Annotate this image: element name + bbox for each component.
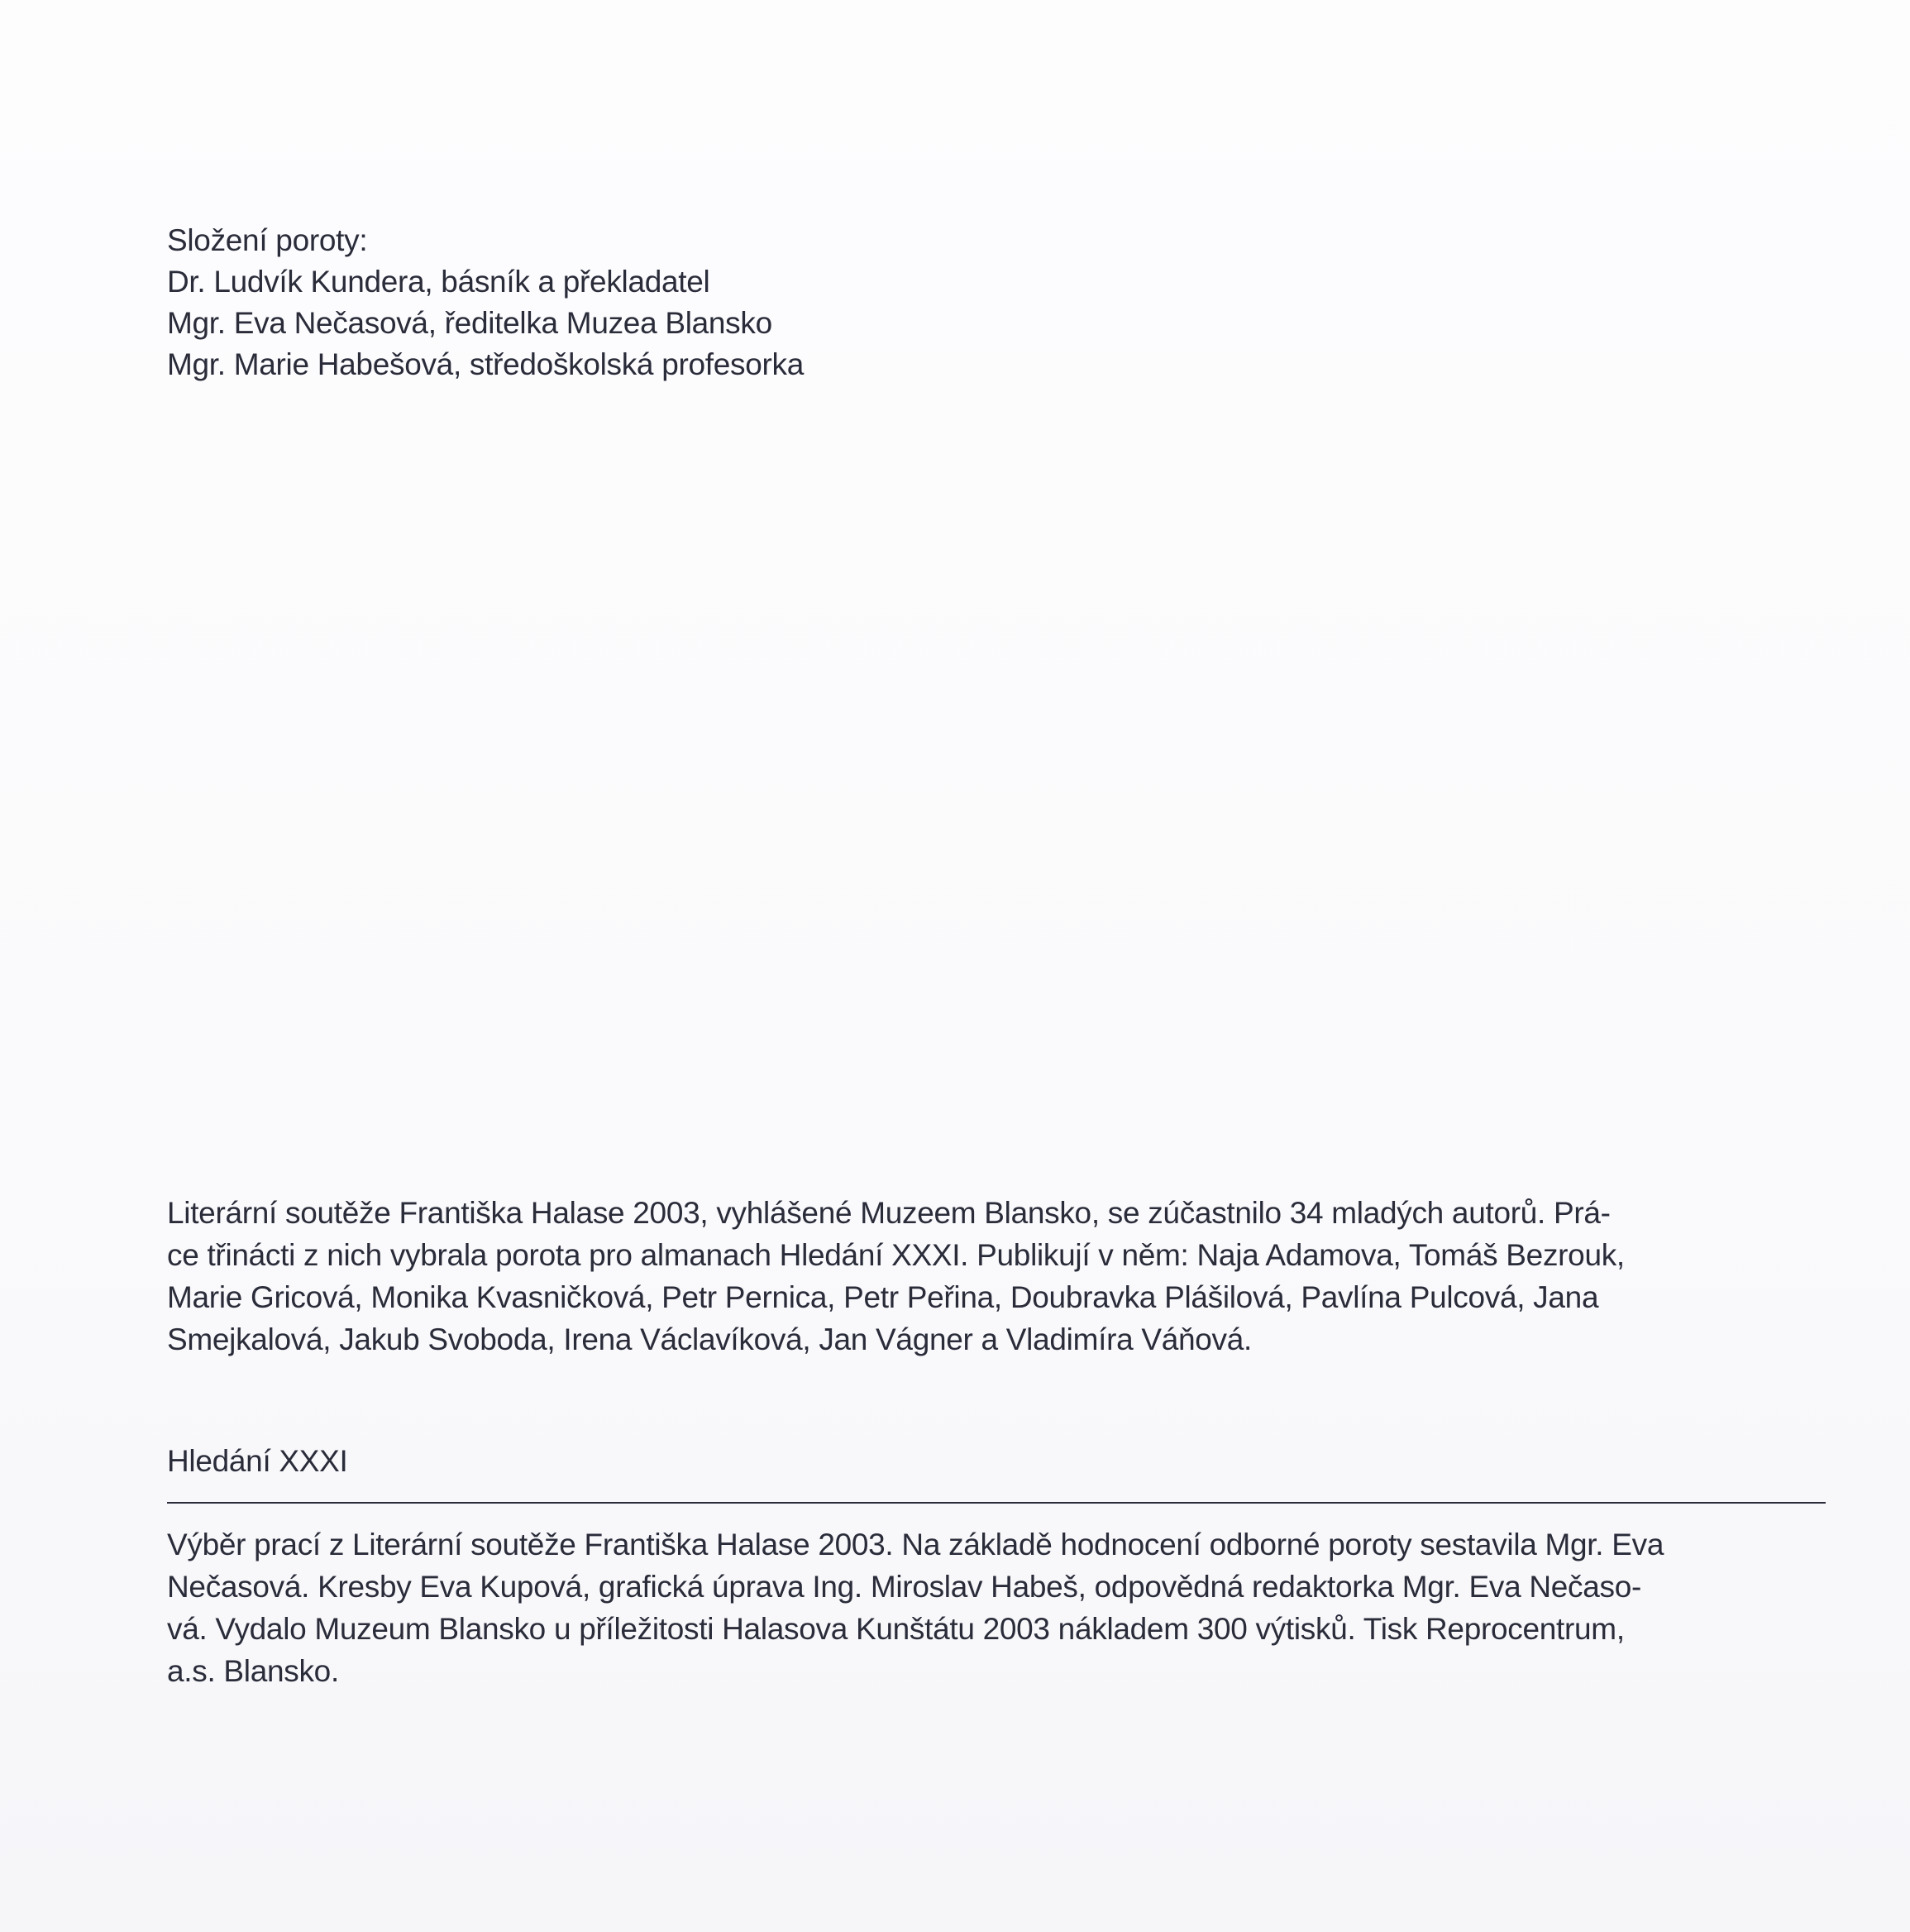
imprint-line: Nečasová. Kresby Eva Kupová, grafická úprava Ing. Miroslav Habeš, odpovědná redaktorka Mgr. Eva Nečaso- bbox=[167, 1570, 1642, 1604]
divider-rule bbox=[167, 1502, 1826, 1504]
imprint-line: Výběr prací z Literární soutěže Františka Halase 2003. Na základě hodnocení odborné poroty sestavila Mgr. Eva bbox=[167, 1528, 1664, 1561]
jury-heading: Složení poroty: bbox=[167, 223, 368, 257]
imprint-line: vá. Vydalo Muzeum Blansko u příležitosti Halasova Kunštátu 2003 nákladem 300 výtisků. Tisk Reprocentrum, bbox=[167, 1612, 1625, 1646]
jury-member: Dr. Ludvík Kundera, básník a překladatel bbox=[167, 265, 710, 299]
intro-paragraph bbox=[167, 1192, 1826, 1361]
jury-member: Mgr. Eva Nečasová, ředitelka Muzea Blansko bbox=[167, 306, 772, 340]
intro-line: ce třinácti z nich vybrala porota pro almanach Hledání XXXI. Publikují v něm: Naja Adamova, Tomáš Bezrouk, bbox=[167, 1238, 1625, 1272]
jury-block bbox=[167, 220, 1325, 385]
intro-line: Literární soutěže Františka Halase 2003, vyhlášené Muzeem Blansko, se zúčastnilo 34 mladých autorů. Prá- bbox=[167, 1196, 1611, 1230]
imprint-paragraph bbox=[167, 1523, 1826, 1692]
intro-line: Smejkalová, Jakub Svoboda, Irena Václavíková, Jan Vágner a Vladimíra Váňová. bbox=[167, 1322, 1253, 1356]
imprint-line: a.s. Blansko. bbox=[167, 1654, 339, 1688]
book-title: Hledání XXXI bbox=[167, 1444, 348, 1478]
jury-member: Mgr. Marie Habešová, středoškolská profesorka bbox=[167, 347, 805, 381]
intro-line: Marie Gricová, Monika Kvasničková, Petr Pernica, Petr Peřina, Doubravka Plášilová, Pavlína Pulcová, Jana bbox=[167, 1280, 1599, 1314]
